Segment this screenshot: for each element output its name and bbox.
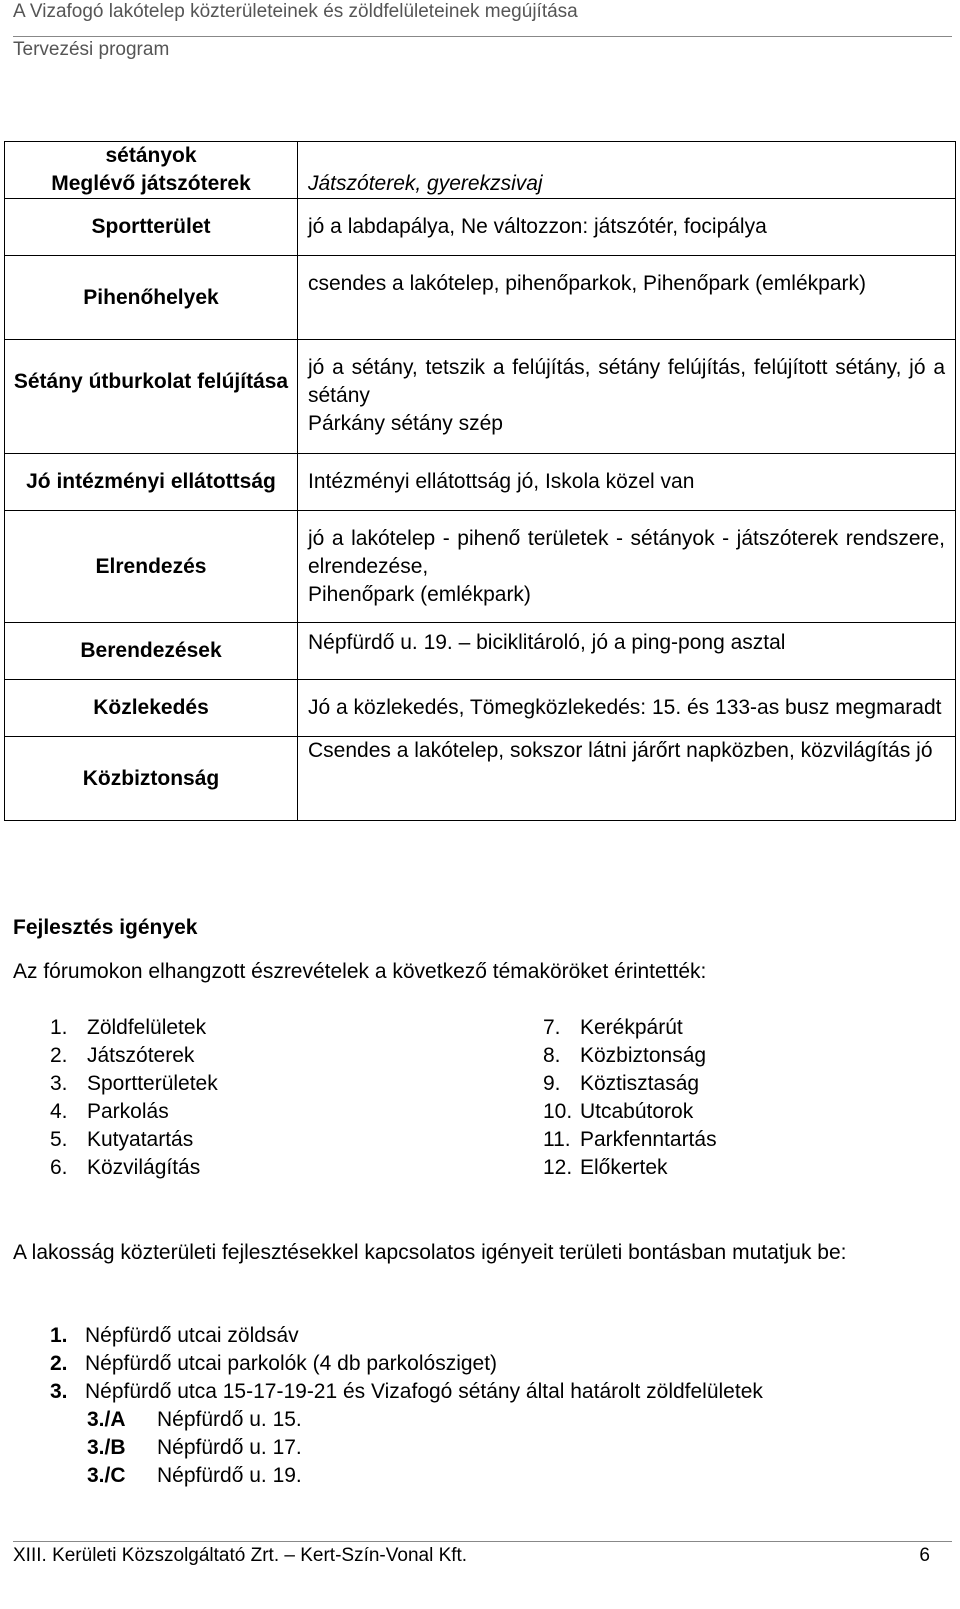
row-key: Jó intézményi ellátottság xyxy=(5,454,298,511)
list-label: Parkolás xyxy=(87,1100,169,1123)
list-number: 2. xyxy=(50,1044,68,1067)
table-row xyxy=(5,256,956,340)
list-label: Kerékpárút xyxy=(580,1016,683,1039)
list-item xyxy=(50,1070,218,1098)
list-item xyxy=(50,1126,218,1154)
list-item xyxy=(543,1014,717,1042)
list-label: Közvilágítás xyxy=(87,1156,201,1179)
areas-list xyxy=(50,1322,763,1490)
row-key: Sportterület xyxy=(5,199,298,256)
section-intro: Az fórumokon elhangzott észrevételek a következő témaköröket érintették: xyxy=(13,960,707,983)
topics-list-right xyxy=(543,1014,717,1182)
page-number: 6 xyxy=(919,1545,930,1566)
list-number: 12. xyxy=(543,1156,573,1179)
list-number: 11. xyxy=(543,1128,571,1151)
list-number: 1. xyxy=(50,1324,68,1347)
row-key: Közlekedés xyxy=(5,680,298,737)
table-row xyxy=(5,623,956,680)
row-key: Közbiztonság xyxy=(5,737,298,821)
row-value: jó a lakótelep - pihenő területek - sétányok - játszóterek rendszere, elrendezése, xyxy=(308,527,945,578)
table-row xyxy=(5,680,956,737)
footer-text: XIII. Kerületi Közszolgáltató Zrt. – Kert-Szín-Vonal Kft. xyxy=(13,1545,468,1566)
list-label: Sportterületek xyxy=(87,1072,218,1095)
list-label: Népfürdő u. 19. xyxy=(157,1464,302,1487)
list-item xyxy=(50,1322,763,1350)
areas-paragraph: A lakosság közterületi fejlesztésekkel kapcsolatos igényeit területi bontásban mutatjuk be: xyxy=(13,1241,847,1264)
list-number: 3./B xyxy=(87,1436,126,1459)
list-item xyxy=(50,1378,763,1406)
list-label: Népfürdő u. 17. xyxy=(157,1436,302,1459)
feedback-table xyxy=(4,141,956,821)
row-value: csendes a lakótelep, pihenőparkok, Pihenőpark (emlékpark) xyxy=(298,256,956,340)
list-label: Népfürdő utcai parkolók (4 db parkolósziget) xyxy=(85,1352,498,1375)
list-number: 8. xyxy=(543,1044,561,1067)
list-item xyxy=(50,1350,763,1378)
list-number: 6. xyxy=(50,1156,68,1179)
table-row xyxy=(5,454,956,511)
footer-divider xyxy=(13,1541,952,1542)
list-item xyxy=(543,1070,717,1098)
list-label: Kutyatartás xyxy=(87,1128,194,1151)
list-label: Előkertek xyxy=(580,1156,668,1179)
list-number: 3./A xyxy=(87,1408,126,1431)
list-label: Közbiztonság xyxy=(580,1044,707,1067)
row-key: Meglévő játszóterek xyxy=(51,172,251,195)
row-value: Játszóterek, gyerekzsivaj xyxy=(298,142,956,199)
list-item xyxy=(543,1154,717,1182)
row-key: Berendezések xyxy=(5,623,298,680)
list-number: 3. xyxy=(50,1072,68,1095)
row-value-extra: Pihenőpark (emlékpark) xyxy=(308,583,531,606)
list-item xyxy=(543,1042,717,1070)
table-value-cell xyxy=(298,340,956,454)
top-label: sétányok xyxy=(105,144,197,167)
list-item xyxy=(50,1462,763,1490)
row-value: Jó a közlekedés, Tömegközlekedés: 15. és 133-as busz megmaradt xyxy=(298,680,956,737)
row-value: Csendes a lakótelep, sokszor látni járőrt napközben, közvilágítás jó xyxy=(298,737,956,821)
list-number: 4. xyxy=(50,1100,68,1123)
list-item xyxy=(50,1014,218,1042)
list-number: 3. xyxy=(50,1380,68,1403)
list-number: 10. xyxy=(543,1100,573,1123)
table-row xyxy=(5,511,956,623)
table-value-cell xyxy=(298,511,956,623)
table-row xyxy=(5,142,956,199)
table-row xyxy=(5,340,956,454)
row-value: Intézményi ellátottság jó, Iskola közel van xyxy=(298,454,956,511)
list-number: 3./C xyxy=(87,1464,126,1487)
list-label: Játszóterek xyxy=(87,1044,195,1067)
list-number: 2. xyxy=(50,1352,68,1375)
list-number: 1. xyxy=(50,1016,68,1039)
section-title: Fejlesztés igények xyxy=(13,916,198,939)
list-label: Népfürdő utcai zöldsáv xyxy=(85,1324,299,1347)
list-item xyxy=(50,1098,218,1126)
list-number: 7. xyxy=(543,1016,561,1039)
row-value-extra: Párkány sétány szép xyxy=(308,412,503,435)
list-item xyxy=(50,1434,763,1462)
row-value: Népfürdő u. 19. – biciklitároló, jó a ping-pong asztal xyxy=(298,623,956,680)
table-row xyxy=(5,199,956,256)
list-item xyxy=(50,1154,218,1182)
list-item xyxy=(543,1126,717,1154)
row-key: Sétány útburkolat felújítása xyxy=(5,340,298,454)
row-value: jó a sétány, tetszik a felújítás, sétány felújítás, felújított sétány, jó a sétány xyxy=(308,356,945,407)
list-item xyxy=(50,1042,218,1070)
row-key: Elrendezés xyxy=(5,511,298,623)
document-header-subtitle: Tervezési program xyxy=(13,39,170,60)
list-item xyxy=(50,1406,763,1434)
list-number: 5. xyxy=(50,1128,68,1151)
list-label: Zöldfelületek xyxy=(87,1016,207,1039)
row-value: jó a labdapálya, Ne változzon: játszótér, focipálya xyxy=(298,199,956,256)
table-key-cell xyxy=(5,142,298,199)
list-label: Köztisztaság xyxy=(580,1072,700,1095)
list-item xyxy=(543,1098,717,1126)
row-key: Pihenőhelyek xyxy=(5,256,298,340)
list-label: Parkfenntartás xyxy=(580,1128,717,1151)
list-label: Népfürdő utca 15-17-19-21 és Vizafogó sétány által határolt zöldfelületek xyxy=(85,1380,763,1403)
list-number: 9. xyxy=(543,1072,561,1095)
table-row xyxy=(5,737,956,821)
document-header-title: A Vizafogó lakótelep közterületeinek és zöldfelületeinek megújítása xyxy=(13,1,578,22)
topics-list-left xyxy=(50,1014,218,1182)
list-label: Népfürdő u. 15. xyxy=(157,1408,302,1431)
header-divider xyxy=(13,36,952,37)
list-label: Utcabútorok xyxy=(580,1100,694,1123)
